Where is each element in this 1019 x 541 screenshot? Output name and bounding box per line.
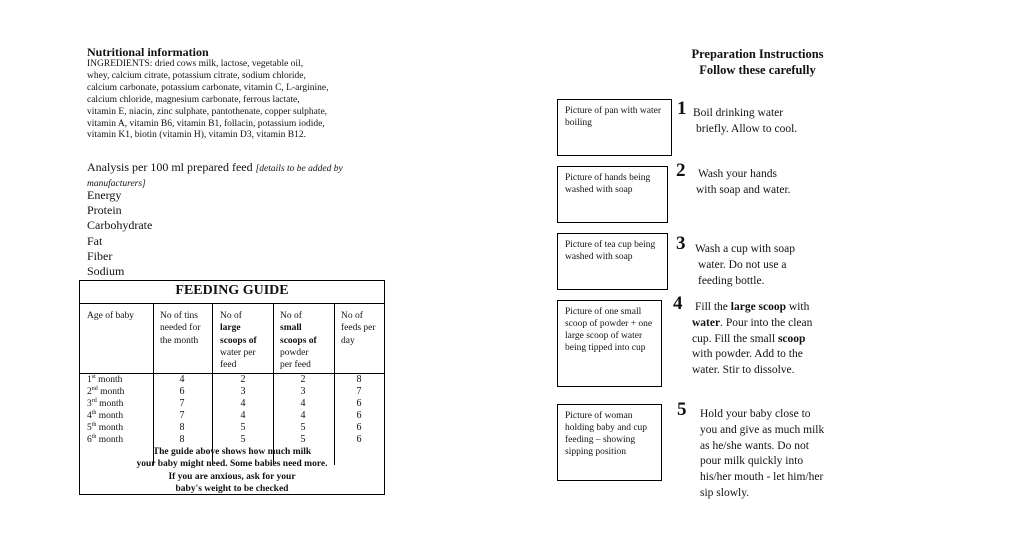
step-5-text [700, 407, 824, 502]
step-1-text [693, 106, 797, 138]
step-1-picture-placeholder: Picture of pan with water boiling [557, 99, 672, 156]
analysis-item: Fiber [87, 248, 113, 263]
table-cell: 5 [240, 434, 246, 445]
table-cell: 5 [300, 422, 306, 433]
ingredients-list [87, 59, 372, 142]
preparation-title [660, 46, 855, 78]
analysis-item: Carbohydrate [87, 218, 153, 233]
step-line: briefly. Allow to cool. [696, 122, 798, 135]
header-line: feed [220, 360, 237, 371]
header-line: needed for [160, 323, 201, 334]
step-line: sip slowly. [700, 486, 750, 499]
header-line: day [341, 335, 355, 346]
table-row-age: 6th month [87, 434, 124, 446]
step-line: with soap and water. [696, 183, 791, 196]
header-line: scoops of [220, 335, 257, 346]
step-line: with powder. Add to the [692, 348, 803, 361]
table-cell: 4 [300, 398, 306, 409]
step-line: Hold your baby close to [700, 408, 811, 420]
step-line: Wash a cup with soap [695, 243, 795, 255]
note-line: your baby might need. Some babies need more. [136, 459, 328, 470]
feeding-guide-title: FEEDING GUIDE [175, 283, 289, 298]
table-cell: 2 [240, 374, 246, 385]
feeding-guide-table [79, 280, 385, 495]
header-line: large [220, 323, 241, 334]
ingredients-line: INGREDIENTS: dried cows milk, lactose, vegetable oil, [87, 59, 304, 69]
table-cell: 5 [240, 422, 246, 433]
step-2-picture-placeholder: Picture of hands being washed with soap [557, 166, 668, 223]
ingredients-line: calcium carbonate, potassium carbonate, vitamin C, L-arginine, [87, 82, 329, 93]
table-cell: 4 [179, 374, 185, 385]
step-5-number: 5 [677, 399, 687, 420]
step-1-number: 1 [677, 98, 687, 119]
table-row-age: 1st month [87, 374, 123, 386]
table-column-divider [334, 303, 335, 465]
nutrition-title: Nutritional information [87, 45, 209, 59]
table-cell: 6 [179, 386, 185, 397]
header-line: powder [280, 347, 309, 358]
step-2-text [696, 167, 791, 199]
table-cell: 4 [300, 410, 306, 421]
step-line: pour milk quickly into [700, 455, 804, 468]
table-cell: 8 [356, 374, 362, 385]
column-header-feeds [341, 310, 376, 347]
step-line: Fill the large scoop with [695, 301, 810, 313]
header-line: the month [160, 335, 199, 346]
table-cell: 6 [356, 410, 362, 421]
header-line: No of [280, 311, 302, 321]
table-column-divider [153, 303, 154, 465]
table-column-divider [212, 303, 213, 465]
step-4-number: 4 [673, 293, 683, 314]
table-row-age: 2nd month [87, 386, 125, 398]
title-line: Follow these carefully [699, 63, 816, 77]
table-divider [80, 373, 384, 374]
analysis-heading [87, 161, 352, 191]
table-row-age: 3rd month [87, 398, 124, 410]
step-line: water. Stir to dissolve. [692, 364, 795, 377]
step-line: water. Pour into the clean [692, 316, 813, 329]
table-cell: 3 [300, 386, 306, 397]
table-cell: 4 [240, 410, 246, 421]
analysis-item: Protein [87, 203, 122, 218]
step-line: his/her mouth - let him/her [700, 471, 824, 484]
header-line: feeds per [341, 323, 376, 334]
column-header-age [87, 310, 134, 322]
table-cell: 8 [179, 434, 185, 445]
column-header-powder [280, 310, 317, 371]
analysis-heading-text: Analysis per 100 ml prepared feed [87, 160, 253, 174]
header-line: No of [341, 311, 363, 321]
header-line: scoops of [280, 335, 317, 346]
table-cell: 3 [240, 386, 246, 397]
header-line: water per [220, 347, 256, 358]
table-cell: 6 [356, 422, 362, 433]
step-line: you and give as much milk [700, 423, 825, 436]
table-cell: 7 [356, 386, 362, 397]
note-line: If you are anxious, ask for your [168, 471, 296, 482]
header-line: No of tins [160, 311, 198, 321]
analysis-list [87, 188, 152, 279]
step-line: Boil drinking water [693, 107, 784, 119]
step-line: as he/she wants. Do not [700, 439, 809, 452]
table-cell: 7 [179, 398, 185, 409]
ingredients-line: vitamin K1, biotin (vitamin H), vitamin D3, vitamin B12. [87, 130, 307, 141]
step-2-number: 2 [676, 160, 686, 181]
analysis-item: Energy [87, 188, 122, 202]
note-line: baby's weight to be checked [175, 483, 289, 494]
title-line: Preparation Instructions [691, 47, 824, 61]
ingredients-line: vitamin E, niacin, zinc sulphate, pantothenate, copper sulphate, [87, 106, 328, 117]
header-line: per feed [280, 360, 311, 371]
header-line: No of [220, 311, 242, 321]
step-line: water. Do not use a [698, 258, 787, 271]
step-3-text [695, 242, 795, 289]
table-divider [80, 303, 384, 304]
table-row-age: 5th month [87, 422, 124, 434]
header-line: Age of baby [87, 311, 134, 321]
table-cell: 2 [300, 374, 306, 385]
table-column-divider [273, 303, 274, 465]
step-4-picture-placeholder: Picture of one small scoop of powder + one large scoop of water being tipped into cup [557, 300, 662, 387]
analysis-note: [details to be added by manufacturers] [87, 164, 343, 189]
step-5-picture-placeholder: Picture of woman holding baby and cup feeding – showing sipping position [557, 404, 662, 481]
step-4-text [692, 300, 812, 379]
table-cell: 8 [179, 422, 185, 433]
header-line: small [280, 323, 302, 334]
feeding-guide-note [80, 446, 384, 495]
table-row-age: 4th month [87, 410, 124, 422]
table-cell: 7 [179, 410, 185, 421]
table-cell: 6 [356, 434, 362, 445]
analysis-item: Sodium [87, 263, 125, 278]
ingredients-line: vitamin A, vitamin B6, vitamin B1, follacin, potassium iodide, [87, 118, 325, 129]
table-cell: 5 [300, 434, 306, 445]
step-3-number: 3 [676, 233, 686, 254]
ingredients-line: whey, calcium citrate, potassium citrate, sodium chloride, [87, 70, 306, 81]
column-header-water [220, 310, 257, 371]
step-3-picture-placeholder: Picture of tea cup being washed with soap [557, 233, 668, 290]
column-header-tins [160, 310, 200, 347]
note-line: The guide above shows how much milk [152, 447, 312, 457]
step-line: feeding bottle. [698, 274, 765, 287]
ingredients-line: calcium chloride, magnesium carbonate, ferrous lactate, [87, 94, 300, 105]
table-cell: 6 [356, 398, 362, 409]
analysis-item: Fat [87, 233, 103, 248]
step-line: Wash your hands [698, 168, 777, 180]
table-cell: 4 [240, 398, 246, 409]
step-line: cup. Fill the small scoop [692, 332, 806, 345]
